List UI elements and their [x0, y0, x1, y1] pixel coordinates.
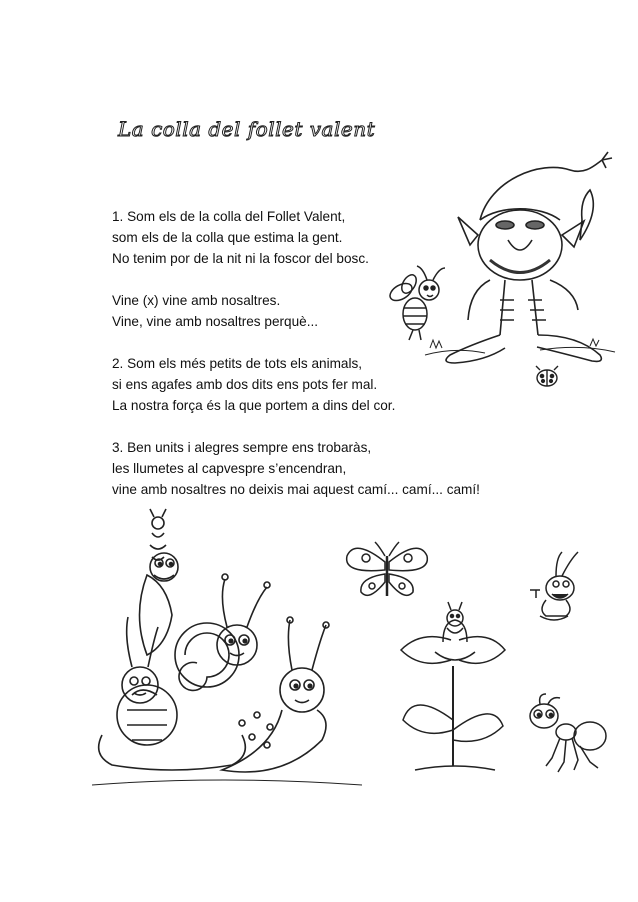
lyric-line: Vine, vine amb nosaltres perquè...: [112, 314, 319, 329]
lyric-line: Vine (x) vine amb nosaltres.: [112, 293, 281, 308]
flower-icon: [395, 600, 507, 775]
lyric-line: les llumetes al capvespre s’encendran,: [112, 461, 347, 476]
lyric-line: som els de la colla que estima la gent.: [112, 230, 343, 245]
butterfly-icon: [344, 538, 430, 608]
lyric-line: vine amb nosaltres no deixis mai aquest camí... camí... camí!: [112, 482, 480, 497]
lyric-line: 3. Ben units i alegres sempre ens trobaràs,: [112, 440, 372, 455]
lyric-line: 2. Som els més petits de tots els animals,: [112, 356, 363, 371]
lyric-line: No tenim por de la nit ni la foscor del bosc.: [112, 251, 369, 266]
cricket-icon: [526, 550, 586, 624]
ant-icon: [524, 692, 612, 778]
lyric-line: La nostra força és la que portem a dins del cor.: [112, 398, 396, 413]
ladybug-icon: [532, 364, 562, 390]
stanza-3: [112, 437, 572, 500]
bee-icon: [387, 262, 451, 342]
lyric-line: si ens agafes amb dos dits ens pots fer mal.: [112, 377, 378, 392]
lyric-line: 1. Som els de la colla del Follet Valent,: [112, 209, 346, 224]
song-title: La colla del follet valent: [118, 117, 376, 141]
caterpillar-snails-icon: [92, 505, 367, 795]
